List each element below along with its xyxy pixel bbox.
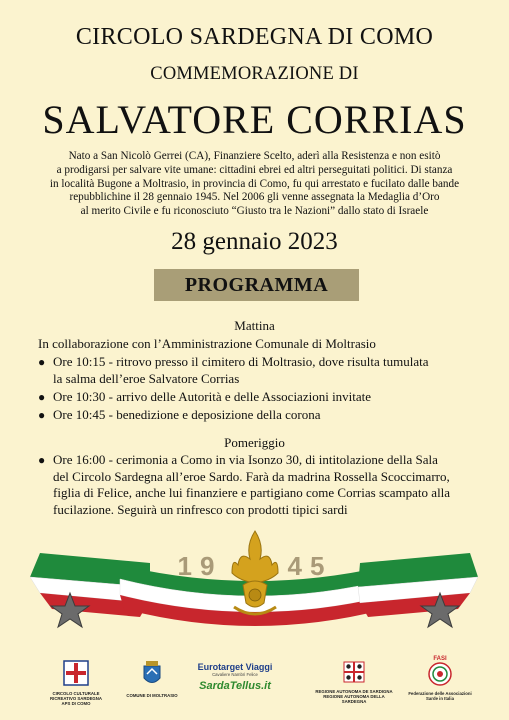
eurotarget-subtitle: Cavaliere Nambri Felice — [212, 672, 258, 677]
association-title: CIRCOLO SARDEGNA DI COMO — [75, 24, 434, 50]
schedule-item — [38, 407, 478, 424]
schedule-text-continued: la salma dell’eroe Salvatore Corrias — [53, 370, 240, 386]
morning-title: Mattina — [234, 318, 275, 333]
fasi-caption: Sarde in Italia — [426, 696, 454, 701]
morning-intro: In collaborazione con l’Amministrazione Comunale di Moltrasio — [38, 336, 376, 351]
circolo-caption: CIRCOLO CULTURALE — [52, 691, 100, 696]
schedule-item — [38, 389, 478, 406]
bullet-icon: ● — [38, 390, 46, 404]
tricolor-banner — [0, 525, 509, 640]
biography-line: al merito Civile e fu riconosciuto “Giusto tra le Nazioni” dallo stato di Israele — [80, 205, 429, 218]
afternoon-line: Ore 16:00 - cerimonia a Como in via Isonzo 30, di intitolazione della Sala — [53, 452, 438, 467]
regione-caption: REGIONE AUTONOMA DELLA SARDEGNA — [323, 694, 385, 704]
program-heading: PROGRAMMA — [154, 269, 359, 301]
moltrasio-caption: COMUNE DI MOLTRASIO — [126, 693, 178, 698]
honoree-name: SALVATORE CORRIAS — [42, 97, 467, 142]
afternoon-line: fucilazione. Seguirà un rinfresco con prodotti tipici sardi — [53, 501, 348, 517]
biography-line: Nato a San Nicolò Gerrei (CA), Finanziere Scelto, aderì alla Resistenza e non esitò — [68, 150, 441, 162]
sardatellus-logo: SardaTellus.it — [199, 680, 271, 692]
schedule-time: Ore 10:30 — [53, 389, 106, 404]
moltrasio-crest-icon — [142, 660, 162, 688]
schedule-text: - benedizione e deposizione della corona — [105, 407, 321, 422]
eurotarget-logo — [192, 662, 278, 692]
regione-logo — [312, 660, 396, 704]
commemoration-subtitle: COMMEMORAZIONE DI — [150, 64, 359, 84]
schedule-time: Ore 10:45 — [53, 407, 106, 422]
year-left: 19 — [177, 551, 223, 581]
circolo-logo — [46, 660, 106, 706]
biography — [30, 150, 479, 219]
year-right: 45 — [287, 551, 333, 581]
afternoon-line: del Circolo Sardegna all’eroe Sardo. Farà da madrina Rossella Scoccimarro, — [53, 468, 450, 484]
afternoon-line: figlia di Felice, anche lui finanziere e partigiano come Corrias scampato alla — [53, 485, 451, 500]
fasi-caption: Federazione delle Associazioni — [408, 691, 472, 696]
biography-line: a prodigarsi per salvare vite umane: cittadini ebrei ed altri perseguitati politici. Di stanza — [56, 163, 453, 176]
circolo-emblem-icon — [63, 660, 89, 686]
eurotarget-name: Eurotarget Viaggi — [197, 662, 273, 672]
schedule-text: - ritrovo presso il cimitero di Moltrasio, dove risulta tumulata — [105, 354, 429, 369]
fasi-emblem-icon — [428, 662, 452, 686]
biography-line: in località Bugone a Moltrasio, in provincia di Como, fu qui arrestato e fucilato dalle bande — [49, 177, 460, 190]
regione-crest-icon — [342, 660, 366, 684]
fasi-logo — [408, 656, 472, 701]
fasi-label: FASI — [433, 656, 447, 662]
regione-caption: REGIONE AUTONOMA DE SARDIGNA — [315, 689, 393, 694]
schedule-item — [38, 354, 478, 387]
circolo-caption: RICREATIVO SARDEGNA — [50, 696, 102, 701]
schedule-item — [38, 452, 478, 518]
bullet-icon: ● — [38, 355, 46, 369]
moltrasio-logo — [122, 660, 182, 698]
biography-line: repubblichine il 28 gennaio 1945. Nel 2006 gli venne assegnata la Medaglia d’Oro — [69, 191, 440, 204]
bullet-icon: ● — [38, 408, 46, 422]
afternoon-title: Pomeriggio — [224, 435, 285, 450]
event-date: 28 gennaio 2023 — [171, 228, 338, 255]
schedule-time: Ore 10:15 — [53, 354, 106, 369]
bullet-icon: ● — [38, 453, 46, 467]
schedule-text: - arrivo delle Autorità e delle Associazioni invitate — [105, 389, 372, 404]
circolo-caption: APS DI COMO — [61, 701, 91, 706]
